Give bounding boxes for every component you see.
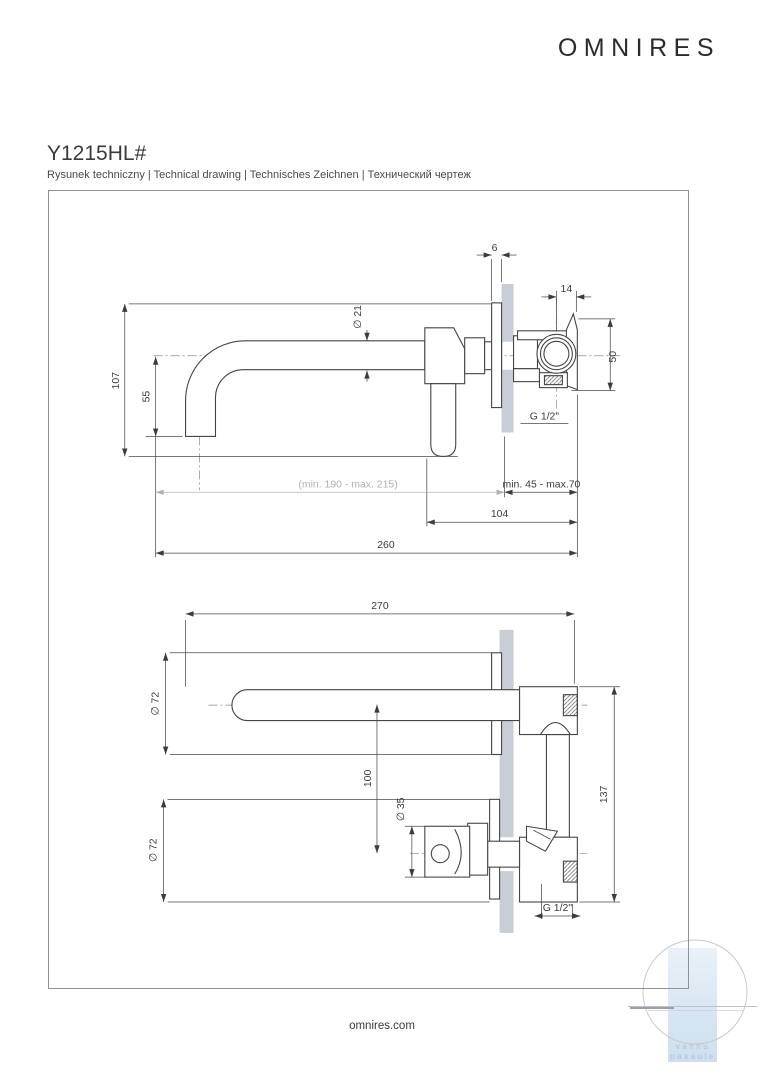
spout-and-body-outline	[186, 303, 502, 457]
dim-104: 104	[490, 509, 509, 521]
footer-website: omnires.com	[349, 1020, 415, 1032]
dim-107: 107	[110, 371, 122, 390]
brand-logo: OMNIRES	[557, 34, 720, 62]
dim-270: 270	[371, 600, 389, 612]
dim-50: 50	[608, 350, 620, 363]
dim-dia21: ∅ 21	[353, 305, 365, 329]
thread-label-bottom: G 1/2"	[542, 902, 573, 914]
dim-55: 55	[141, 390, 153, 403]
dim-depth-range: min. 45 - max.70	[502, 479, 581, 491]
product-code: Y1215HL#	[47, 142, 147, 165]
dim-dia35: ∅ 35	[395, 797, 407, 822]
watermark-line1: vannu	[675, 1042, 711, 1051]
valve-body-outline	[514, 314, 578, 390]
dim-137: 137	[599, 785, 611, 804]
dim-6: 6	[491, 243, 498, 255]
spout-plan-outline	[232, 653, 520, 755]
dim-dia72-spout: ∅ 72	[150, 691, 162, 716]
dim-14: 14	[560, 283, 573, 295]
watermark-lines	[628, 1007, 757, 1011]
dim-reach-range: (min. 190 - max. 215)	[298, 479, 398, 491]
technical-drawing	[49, 191, 688, 988]
thread-label-top: G 1/2"	[529, 411, 560, 423]
watermark-text	[664, 1042, 722, 1061]
dim-260: 260	[377, 540, 395, 552]
drawing-frame	[48, 190, 689, 989]
watermark-line2: pasaule	[670, 1051, 716, 1061]
bottom-view	[149, 601, 621, 933]
centerlines-top	[154, 298, 623, 490]
drawing-subtitle: Rysunek techniczny | Technical drawing | Technisches Zeichnen | Технический чертеж	[47, 169, 471, 181]
top-view	[111, 243, 622, 557]
wall-section-top-view	[502, 284, 514, 433]
dim-dia72-handle: ∅ 72	[148, 838, 160, 863]
dim-100: 100	[362, 769, 374, 788]
manifold-outline	[520, 687, 578, 902]
